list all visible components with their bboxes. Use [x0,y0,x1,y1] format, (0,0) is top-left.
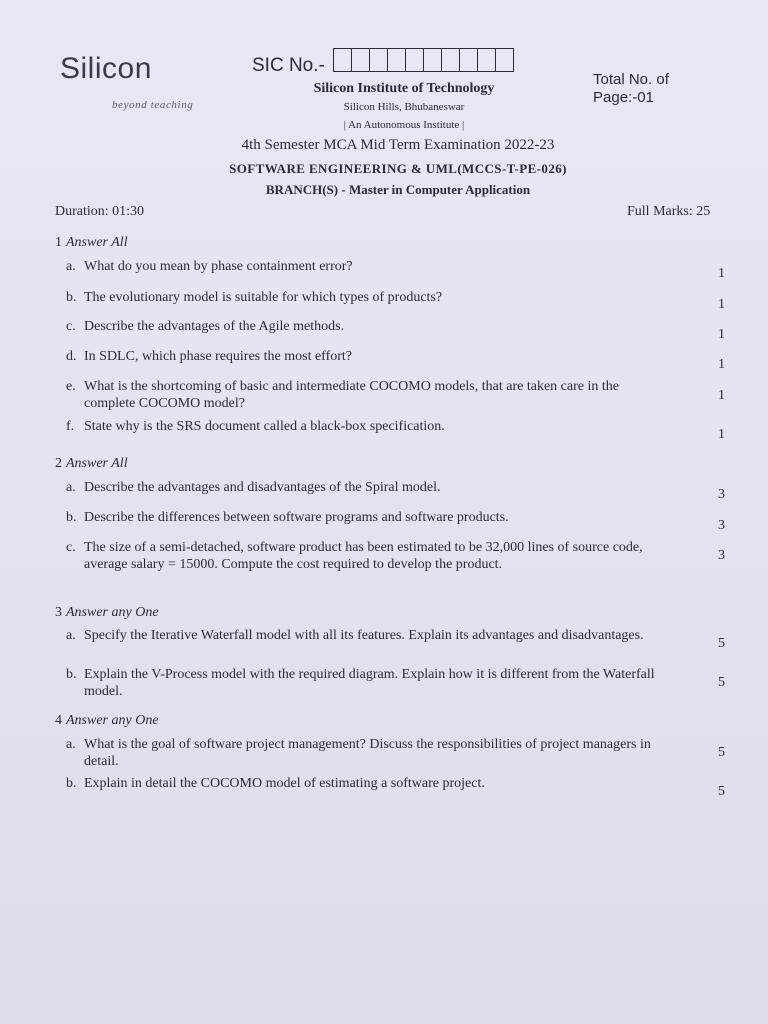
section-number: 3 [55,605,62,620]
question-letter: b. [66,776,77,791]
question-marks: 3 [718,518,725,533]
question-letter: d. [66,349,77,364]
sic-label: SIC No.- [252,55,325,76]
question-marks: 1 [718,266,725,281]
question-letter: f. [66,419,75,434]
branch-title: BRANCH(S) - Master in Computer Application [265,182,531,197]
sic-digit-box[interactable] [369,48,387,72]
question-text: The evolutionary model is suitable for which types of products? [84,290,443,305]
question-marks: 5 [718,745,725,760]
sic-digit-box[interactable] [387,48,405,72]
question-marks: 1 [718,388,725,403]
question-text: What do you mean by phase containment error? [84,259,353,274]
subject-title: SOFTWARE ENGINEERING & UML(MCCS-T-PE-026) [229,161,567,176]
question-item [66,627,666,644]
question-text: In SDLC, which phase requires the most effort? [84,349,353,364]
sic-digit-box[interactable] [495,48,514,72]
question-marks: 5 [718,784,725,799]
question-letter: b. [66,667,77,682]
institute-logo: Silicon [60,52,152,85]
section-heading [55,605,159,621]
question-text: What is the goal of software project management? Discuss the responsibilities of project managers in detail. [84,737,651,769]
section-number: 1 [55,235,62,250]
section-heading [55,713,159,729]
sic-digit-box[interactable] [405,48,423,72]
question-marks: 1 [718,357,725,372]
logo-tagline: beyond teaching [112,99,194,111]
question-marks: 3 [718,487,725,502]
question-text: Specify the Iterative Waterfall model with all its features. Explain its advantages and disadvantages. [84,628,644,643]
question-text: What is the shortcoming of basic and intermediate COCOMO models, that are taken care in the complete COCOMO model? [84,379,619,411]
autonomous-label: | An Autonomous Institute | [343,119,465,131]
question-item [66,775,666,792]
section-heading [55,235,128,251]
section-title: Answer All [66,235,128,250]
question-letter: e. [66,379,76,394]
question-item [66,539,666,573]
question-letter: c. [66,319,76,334]
total-pages: Total No. of Page:-01 [593,71,669,106]
question-text: Explain in detail the COCOMO model of estimating a software project. [84,776,485,791]
question-item [66,479,666,496]
question-letter: a. [66,628,76,643]
question-text: State why is the SRS document called a black-box specification. [84,419,445,434]
sic-digit-box[interactable] [423,48,441,72]
question-item [66,318,666,335]
sic-digit-box[interactable] [351,48,369,72]
section-title: Answer any One [66,605,159,620]
section-number: 4 [55,713,62,728]
institute-address: Silicon Hills, Bhubaneswar [343,101,465,113]
question-item [66,418,666,435]
section-heading [55,456,128,472]
question-text: The size of a semi-detached, software product has been estimated to be 32,000 lines of source code, average salary = 15000. Compute the cost required to develop the product. [84,540,643,572]
question-item [66,736,666,770]
question-marks: 5 [718,636,725,651]
question-item [66,348,666,365]
full-marks: Full Marks: 25 [627,204,711,219]
sic-digit-box[interactable] [477,48,495,72]
question-text: Describe the advantages of the Agile methods. [84,319,345,334]
question-marks: 1 [718,427,725,442]
question-letter: a. [66,480,76,495]
question-marks: 5 [718,675,725,690]
question-marks: 3 [718,548,725,563]
question-marks: 1 [718,297,725,312]
question-letter: a. [66,259,76,274]
section-title: Answer any One [66,713,159,728]
sic-digit-box[interactable] [333,48,351,72]
question-text: Explain the V-Process model with the required diagram. Explain how it is different from the Waterfall model. [84,667,655,699]
question-letter: b. [66,510,77,525]
section-number: 2 [55,456,62,471]
question-item [66,378,666,412]
sic-digit-box[interactable] [459,48,477,72]
question-item [66,289,666,306]
question-letter: b. [66,290,77,305]
question-item [66,509,666,526]
question-item [66,666,666,700]
question-letter: a. [66,737,76,752]
question-text: Describe the differences between software programs and software products. [84,510,509,525]
exam-title: 4th Semester MCA Mid Term Examination 2022-23 [241,137,555,153]
institute-name: Silicon Institute of Technology [313,81,495,96]
question-letter: c. [66,540,76,555]
sic-digit-box[interactable] [441,48,459,72]
duration: Duration: 01:30 [55,204,145,219]
question-marks: 1 [718,327,725,342]
question-text: Describe the advantages and disadvantages of the Spiral model. [84,480,441,495]
sic-number-boxes[interactable] [333,48,514,72]
section-title: Answer All [66,456,128,471]
question-item [66,258,666,275]
